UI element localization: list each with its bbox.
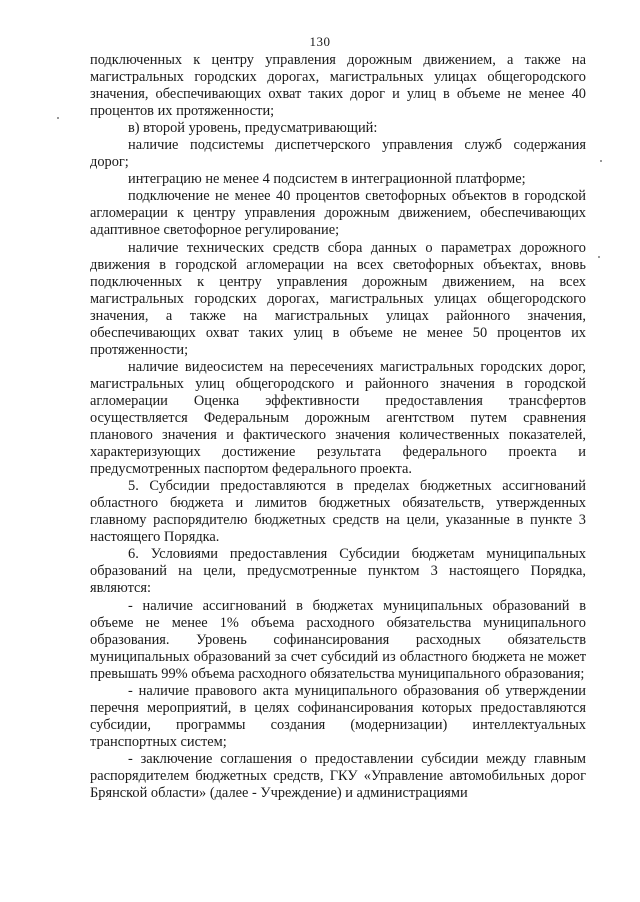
paragraph-item-6: 6. Условиями предоставления Субсидии бюджетам муниципальных образований на цели, предусмотренные пунктом 3 настоящего Порядка, являются: [90,546,586,597]
page-number: 130 [309,34,331,49]
paragraph-data-collection: наличие технических средств сбора данных о параметрах дорожного движения в городской агломерации на всех светофорных объектах, вновь подключенных к центру управления дорожным движением, на всех магистральных городских дорогах, магистральных улицах общегородского значения, а также на магистральных улицах районного значения, обеспечивающих охват таких улиц в объеме не менее 50 процентов их протяженности; [90,239,586,358]
paragraph-adaptive-signals: подключение не менее 40 процентов светофорных объектов в городской агломерации к центру управления дорожным движением, обеспечивающих адаптивное светофорное регулирование; [90,188,586,239]
paragraph-condition-legal-act: - наличие правового акта муниципального образования об утверждении перечня мероприятий, в целях софинансирования которых предоставляются субсидии, программы создания (модернизации) интеллектуальных транспортных систем; [90,682,586,750]
paragraph-condition-agreement: - заключение соглашения о предоставлении субсидии между главным распорядителем бюджетных средств, ГКУ «Управление автомобильных дорог Брянской области» (далее - Учреждение) и администрациями [90,750,586,802]
paragraph-integration: интеграцию не менее 4 подсистем в интеграционной платформе; [128,171,526,188]
paragraph-condition-allocations: - наличие ассигнований в бюджетах муниципальных образований в объеме не менее 1% объема расходного обязательства муниципального образования. Уровень софинансирования расходных обязательств муниципальных образований за счет субсидий из областного бюджета не может превышать 99% объема расходного обязательства муниципального образования; [90,597,586,682]
paragraph-continuation: подключенных к центру управления дорожным движением, а также на магистральных городских дорогах, магистральных улицах общегородского значения, обеспечивающих охват таких дорог и улиц в объеме не менее 40 процентов их протяженности; [90,52,586,120]
paragraph-item-5: 5. Субсидии предоставляются в пределах бюджетных ассигнований областного бюджета и лимитов бюджетных обязательств, утвержденных главному распорядителю бюджетных средств на цели, указанные в пункте 3 настоящего Порядка. [90,478,586,546]
paragraph-second-level-heading: в) второй уровень, предусматривающий: [128,120,378,137]
scan-speck [600,160,602,162]
paragraph-dispatch-subsystem: наличие подсистемы диспетчерского управления служб содержания дорог; [90,137,586,171]
scan-speck [598,256,600,258]
paragraph-video-systems: наличие видеосистем на пересечениях магистральных городских дорог, магистральных улиц общегородского и районного значения в городской агломерации Оценка эффективности предоставления трансфертов осуществляется Федеральным дорожным агентством путем сравнения планового значения и фактического значения количественных показателей, характеризующих достижение результата федерального проекта и предусмотренных паспортом федерального проекта. [90,358,586,478]
scan-speck [57,117,59,119]
document-body [90,52,586,802]
